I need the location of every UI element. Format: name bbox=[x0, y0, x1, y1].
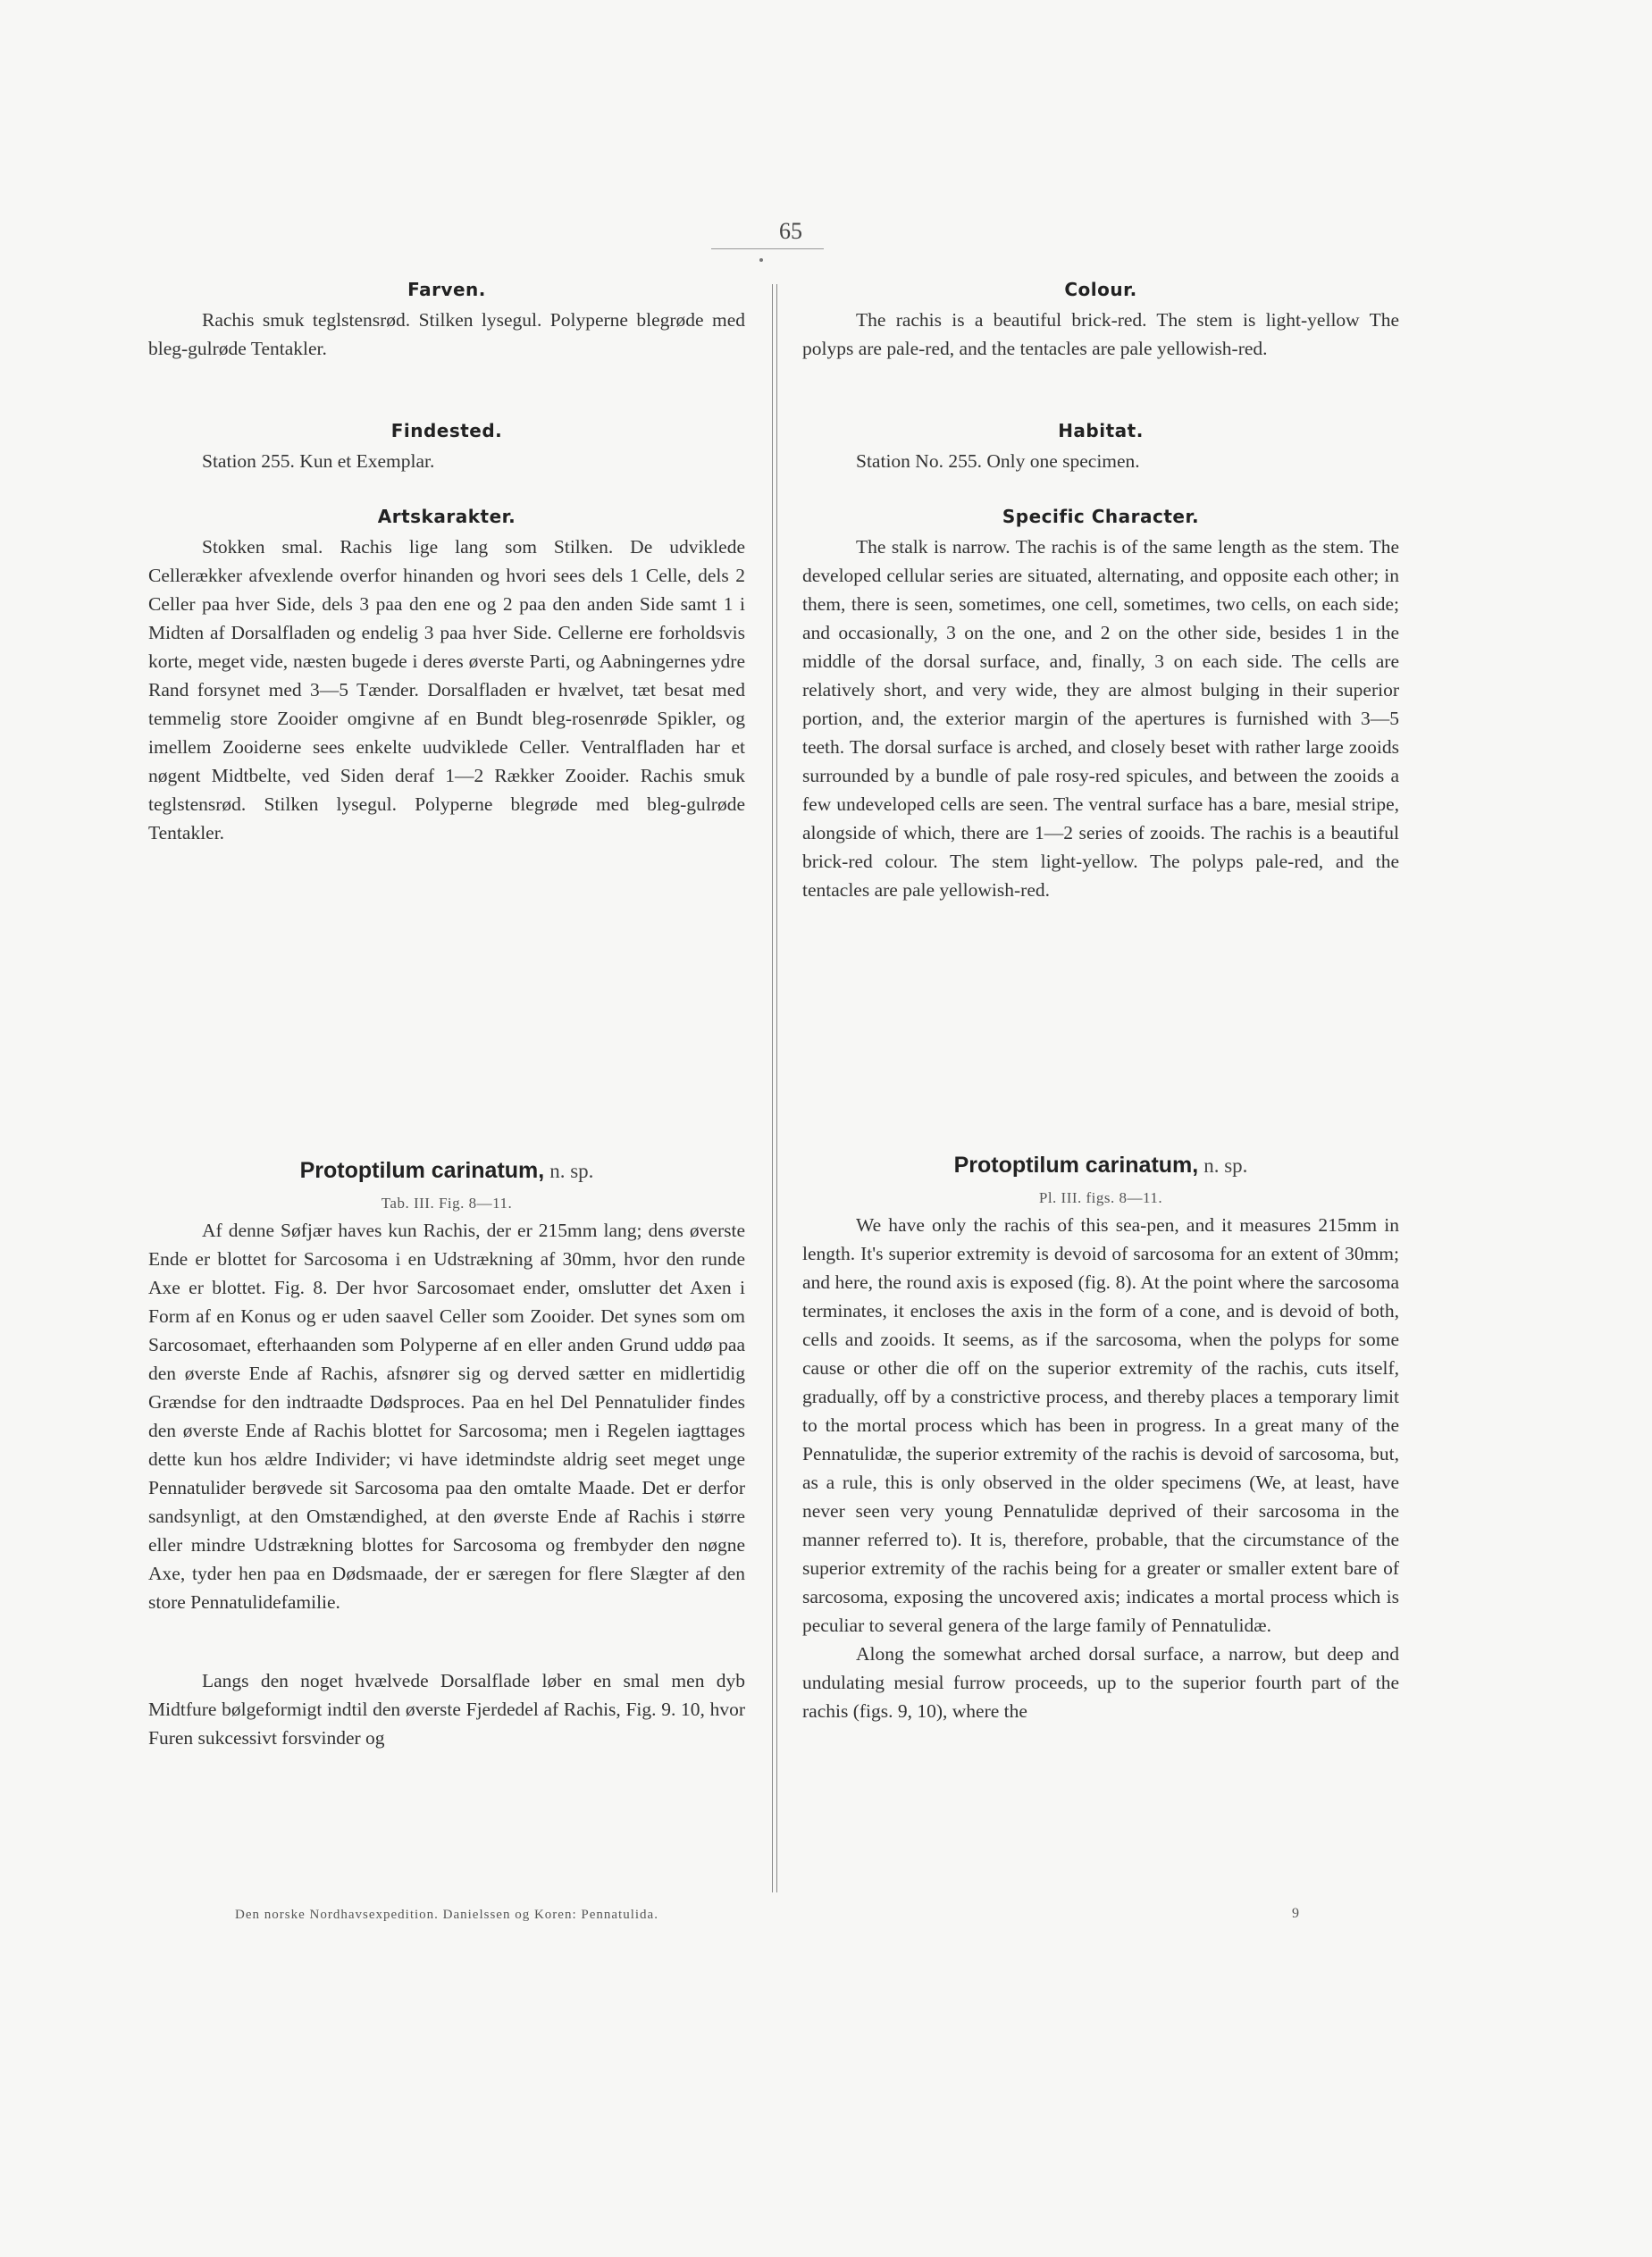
right-colour-heading: Colour. bbox=[1064, 279, 1137, 300]
left-species-title bbox=[148, 1158, 745, 1184]
column-divider bbox=[772, 284, 777, 1892]
left-desc-para-2: Langs den noget hvælvede Dorsalflade løber en smal men dyb Midtfure bølgeformigt indtil den øverste Fjerdedel af Rachis, Fig. 9. 10, hvor Furen sukcessivt forsvinder og bbox=[148, 1670, 745, 1749]
right-habitat-heading: Habitat. bbox=[1058, 420, 1144, 441]
left-desc-para-1: Af denne Søfjær haves kun Rachis, der er 215mm lang; dens øverste Ende er blottet for Sarcosoma i en Udstrækning af 30mm, hvor den runde Axe er blottet. Fig. 8. Der hvor Sarcosomaet ender, omslutter det Axen i Form af en Konus og er uden saavel Celler som Zooider. Det synes som om Sarcosomaet, efterhaanden som Polyperne af en eller anden Grund uddø paa den øverste Ende af Rachis, afsnører sig og derved sætter en midlertidig Grændse for den indtraadte Dødsproces. Paa en hel Del Pennatulider findes den øverste Ende af Rachis blottet for Sarcosoma; men i Regelen iagttages dette kun hos ældre Individer; vi have idetmindste aldrig seet meget unge Pennatulider berøvede sit Sarcosoma paa den omtalte Maade. Det er derfor sandsynligt, at den Omstændighed, at den øverste Ende af Rachis i større eller mindre Udstrækning blottes for Sarcosoma og frembyder den nøgne Axe, tyder hen paa en Dødsmaade, der er særegen for flere Slægter af den store Pennatulidefamilie. bbox=[148, 1220, 745, 1613]
right-character-section bbox=[802, 506, 1399, 904]
left-colour-section bbox=[148, 279, 745, 363]
page-number: 65 bbox=[779, 218, 802, 244]
left-habitat-section bbox=[148, 420, 745, 475]
right-species-suffix: n. sp. bbox=[1203, 1154, 1248, 1177]
right-character-heading: Specific Character. bbox=[1002, 506, 1200, 527]
left-character-section bbox=[148, 506, 745, 847]
right-species-title bbox=[802, 1153, 1399, 1179]
left-species-suffix: n. sp. bbox=[549, 1160, 594, 1182]
right-colour-text: The rachis is a beautiful brick-red. The stem is light-yellow The polyps are pale-red, and the tentacles are pale yellowish-red. bbox=[802, 309, 1399, 359]
header-dot bbox=[759, 258, 763, 262]
left-footer: Den norske Nordhavsexpedition. Danielssen og Koren: Pennatulida. bbox=[235, 1908, 658, 1922]
right-species-section bbox=[802, 1153, 1399, 1725]
right-habitat-section bbox=[802, 420, 1399, 475]
right-plate-ref: Pl. III. figs. 8—11. bbox=[1038, 1189, 1163, 1206]
left-species-section bbox=[148, 1158, 745, 1752]
right-habitat-text: Station No. 255. Only one specimen. bbox=[856, 450, 1140, 472]
left-species-name: Protoptilum carinatum, bbox=[299, 1158, 545, 1183]
left-habitat-text: Station 255. Kun et Exemplar. bbox=[202, 450, 435, 472]
right-footer-signature: 9 bbox=[1292, 1906, 1299, 1921]
left-character-text: Stokken smal. Rachis lige lang som Stilken. De udviklede Cellerækker afvexlende overfor hinanden og hvori sees dels 1 Celle, dels 2 Celler paa hver Side, dels 3 paa den ene og 2 paa den anden Side samt 1 i Midten af Dorsalfladen og endelig 3 paa hver Side. Cellerne ere forholdsvis korte, meget vide, næsten bugede i deres øverste Parti, og Aabningernes ydre Rand forsynet med 3—5 Tænder. Dorsalfladen er hvælvet, tæt besat med temmelig store Zooider omgivne af en Bundt bleg-rosenrøde Spikler, og imellem Zooiderne sees enkelte uudviklede Celler. Ventralfladen har et nøgent Midtbelte, ved Siden deraf 1—2 Rækker Zooider. Rachis smuk teglstensrød. Stilken lysegul. Polyperne blegrøde med bleg-gulrøde Tentakler. bbox=[148, 536, 745, 843]
right-character-text: The stalk is narrow. The rachis is of the same length as the stem. The developed cellular series are situated, alternating, and opposite each other; in them, there is seen, sometimes, one cell, sometimes, two cells, on each side; and occasionally, 3 on the one, and 2 on the other side, besides 1 in the middle of the dorsal surface, and, finally, 3 on each side. The cells are relatively short, and very wide, they are almost bulging in their superior portion, and, the exterior margin of the apertures is furnished with 3—5 teeth. The dorsal surface is arched, and closely beset with rather large zooids surrounded by a bundle of pale rosy-red spicules, and between the zooids a few undeveloped cells are seen. The ventral surface has a bare, mesial stripe, alongside of which, there are 1—2 series of zooids. The rachis is a beautiful brick-red colour. The stem light-yellow. The polyps pale-red, and the tentacles are pale yellowish-red. bbox=[802, 536, 1399, 901]
left-character-heading: Artskarakter. bbox=[377, 506, 516, 527]
right-desc-para-1: We have only the rachis of this sea-pen, and it measures 215mm in length. It's superior extremity is devoid of sarcosoma for an extent of 30mm; and here, the round axis is exposed (fig. 8). At the point where the sarcosoma terminates, it encloses the axis in the form of a cone, and is devoid of both, cells and zooids. It seems, as if the sarcosoma, when the polyps for some cause or other die off on the superior extremity of the rachis, cuts itself, gradually, off by a constrictive process, and thereby places a temporary limit to the mortal process which has been in progress. In a great many of the Pennatulidæ, the superior extremity of the rachis is devoid of sarcosoma, but, as a rule, this is only observed in the older specimens (We, at least, have never seen very young Pennatulidæ deprived of their sarcosoma in the manner referred to). It is, therefore, probable, that the circumstance of the superior extremity of the rachis being for a greater or smaller extent bare of sarcosoma, exposing the uncovered axis; indicates a mortal process which is peculiar to several genera of the large family of Pennatulidæ. bbox=[802, 1214, 1399, 1636]
left-plate-ref: Tab. III. Fig. 8—11. bbox=[381, 1195, 513, 1212]
left-colour-heading: Farven. bbox=[407, 279, 486, 300]
right-colour-section bbox=[802, 279, 1399, 363]
right-desc-para-2: Along the somewhat arched dorsal surface, a narrow, but deep and undulating mesial furrow proceeds, up to the superior fourth part of the rachis (figs. 9, 10), where the bbox=[802, 1643, 1399, 1722]
header-rule bbox=[711, 248, 824, 249]
right-species-name: Protoptilum carinatum, bbox=[953, 1153, 1199, 1178]
left-colour-text: Rachis smuk teglstensrød. Stilken lysegul. Polyperne blegrøde med bleg-gulrøde Tentakler. bbox=[148, 309, 745, 359]
left-habitat-heading: Findested. bbox=[390, 420, 503, 441]
